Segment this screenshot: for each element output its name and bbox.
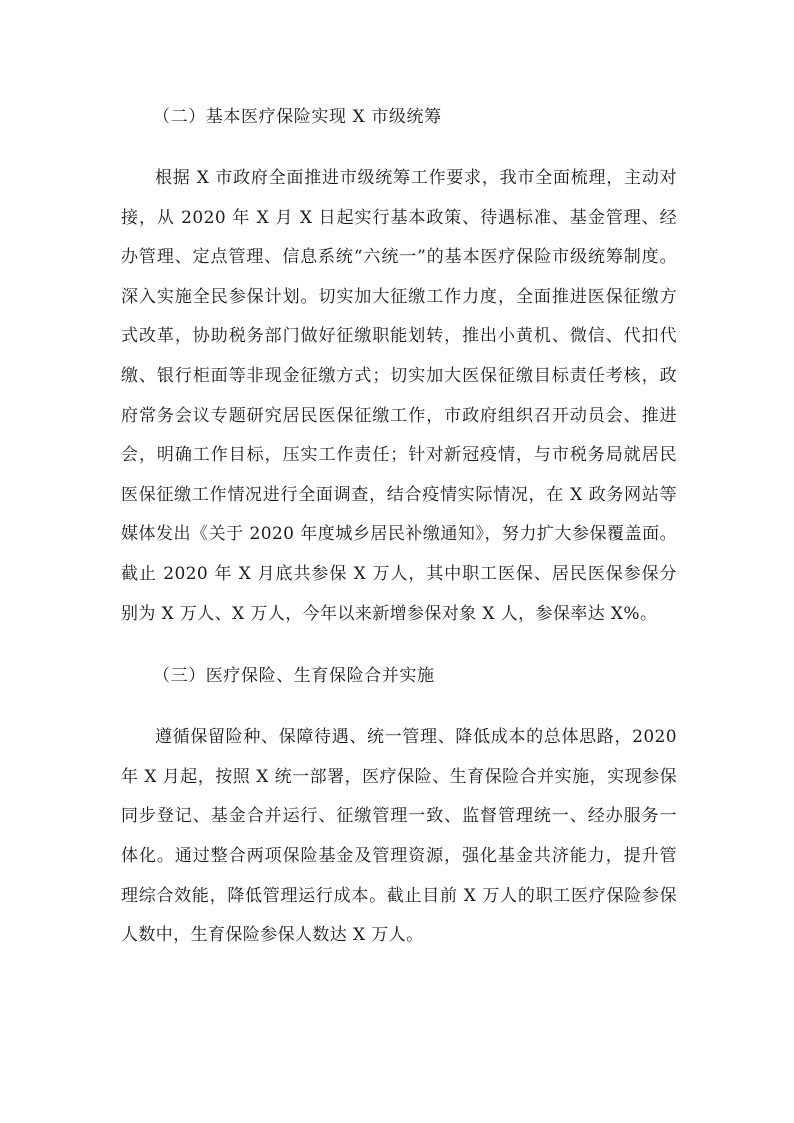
section-paragraph-maternity-insurance-merger: 遵循保留险种、保障待遇、统一管理、降低成本的总体思路，2020 年 X 月起，按照 X 统一部署，医疗保险、生育保险合并实施，实现参保同步登记、基金合并运行、征缴管理一致、监督管理统一、经办服务一体化。通过整合两项保险基金及管理资源，强化基金共济能力，提升管理综合效能，降低管理运行成本。截止目前 X 万人的职工医疗保险参保人数中，生育保险参保人数达 X 万人。: [121, 727, 677, 946]
section-heading-maternity-insurance-merger: （三）医疗保险、生育保险合并实施: [153, 666, 435, 687]
document-body: [121, 97, 677, 956]
section-heading-medical-insurance-coordination: （二）基本医疗保险实现 X 市级统筹: [153, 107, 442, 127]
section-paragraph-medical-insurance-coordination: 根据 X 市政府全面推进市级统筹工作要求，我市全面梳理，主动对接，从 2020 年 X 月 X 日起实行基本政策、待遇标准、基金管理、经办管理、定点管理、信息系统“六统一”的基本医疗保险市级统筹制度。深入实施全民参保计划。切实加大征缴工作力度，全面推进医保征缴方式改革，协助税务部门做好征缴职能划转，推出小黄机、微信、代扣代缴、银行柜面等非现金征缴方式；切实加大医保征缴目标责任考核，政府常务会议专题研究居民医保征缴工作，市政府组织召开动员会、推进会，明确工作目标，压实工作责任；针对新冠疫情，与市税务局就居民医保征缴工作情况进行全面调查，结合疫情实际情况，在 X 政务网站等媒体发出《关于 2020 年度城乡居民补缴通知》，努力扩大参保覆盖面。截止 2020 年 X 月底共参保 X 万人，其中职工医保、居民医保参保分别为 X 万人、X 万人，今年以来新增参保对象 X 人，参保率达 X%。: [121, 168, 677, 624]
